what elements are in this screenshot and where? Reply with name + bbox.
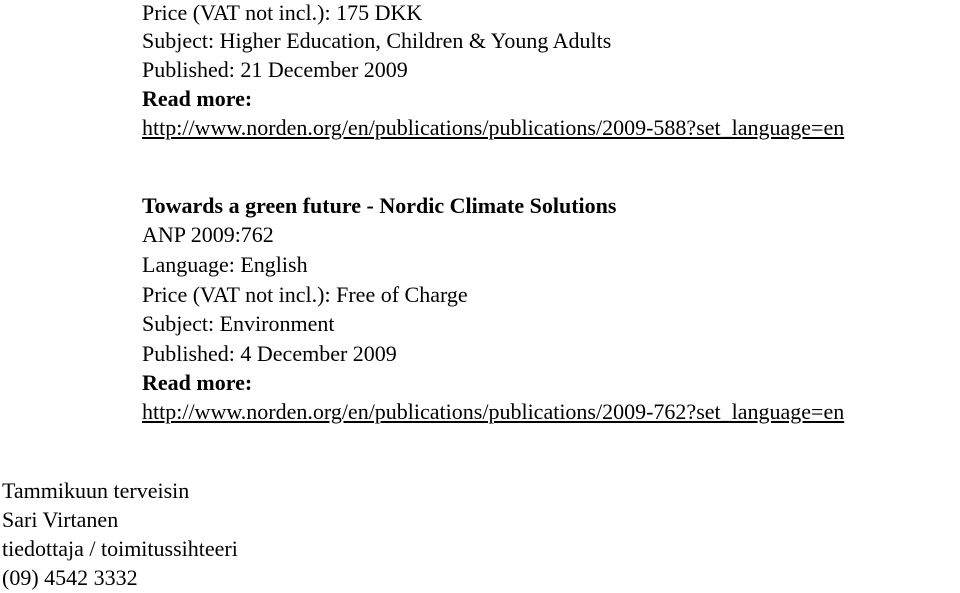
signature-greeting: Tammikuun terveisin bbox=[2, 478, 190, 503]
publication-link-row bbox=[142, 113, 844, 143]
signature-name: Sari Virtanen bbox=[2, 507, 119, 532]
read-more-label: Read more: bbox=[142, 86, 253, 111]
signature-role: tiedottaja / toimitussihteeri bbox=[2, 536, 238, 561]
price-line: Price (VAT not incl.): Free of Charge bbox=[142, 282, 468, 307]
language-line: Language: English bbox=[142, 252, 308, 277]
read-more-label: Read more: bbox=[142, 370, 253, 395]
publication-link-2009-588[interactable]: http://www.norden.org/en/publications/publications/2009-588?set_language=en bbox=[142, 115, 845, 140]
subject-line: Subject: Environment bbox=[142, 311, 335, 336]
signature-phone: (09) 4542 3332 bbox=[2, 565, 138, 590]
publication-title: Towards a green future - Nordic Climate Solutions bbox=[142, 193, 617, 218]
publication-code: ANP 2009:762 bbox=[142, 222, 274, 247]
subject-line: Subject: Higher Education, Children & Young Adults bbox=[142, 28, 612, 53]
published-line: Published: 21 December 2009 bbox=[142, 57, 408, 82]
published-line: Published: 4 December 2009 bbox=[142, 341, 397, 366]
price-line: Price (VAT not incl.): 175 DKK bbox=[142, 0, 423, 25]
publication-link-row bbox=[142, 397, 844, 427]
publication-link-2009-762[interactable]: http://www.norden.org/en/publications/publications/2009-762?set_language=en bbox=[142, 399, 845, 424]
